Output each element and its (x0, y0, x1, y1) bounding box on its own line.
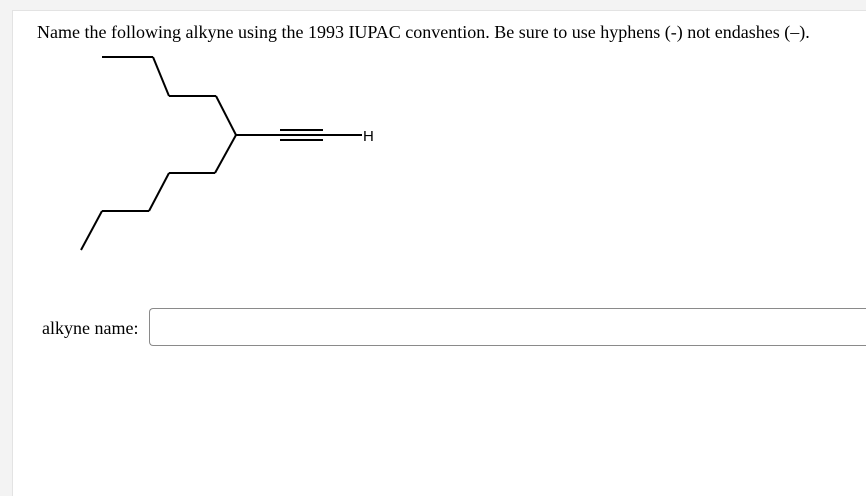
bond-upper-4 (216, 96, 236, 135)
bond-upper-2 (153, 57, 169, 96)
bond-lower-5 (81, 211, 102, 250)
bond-lower-3 (149, 173, 169, 211)
hydrogen-label: H (363, 128, 374, 145)
alkyne-name-label: alkyne name: (42, 318, 139, 338)
question-panel (12, 10, 866, 496)
alkyne-name-input[interactable] (149, 308, 866, 346)
alkyne-structure-diagram (13, 11, 866, 301)
question-text: Name the following alkyne using the 1993 IUPAC convention. Be sure to use hyphens (-) not endashes (–). (37, 22, 810, 42)
bond-lower-1 (215, 135, 236, 173)
